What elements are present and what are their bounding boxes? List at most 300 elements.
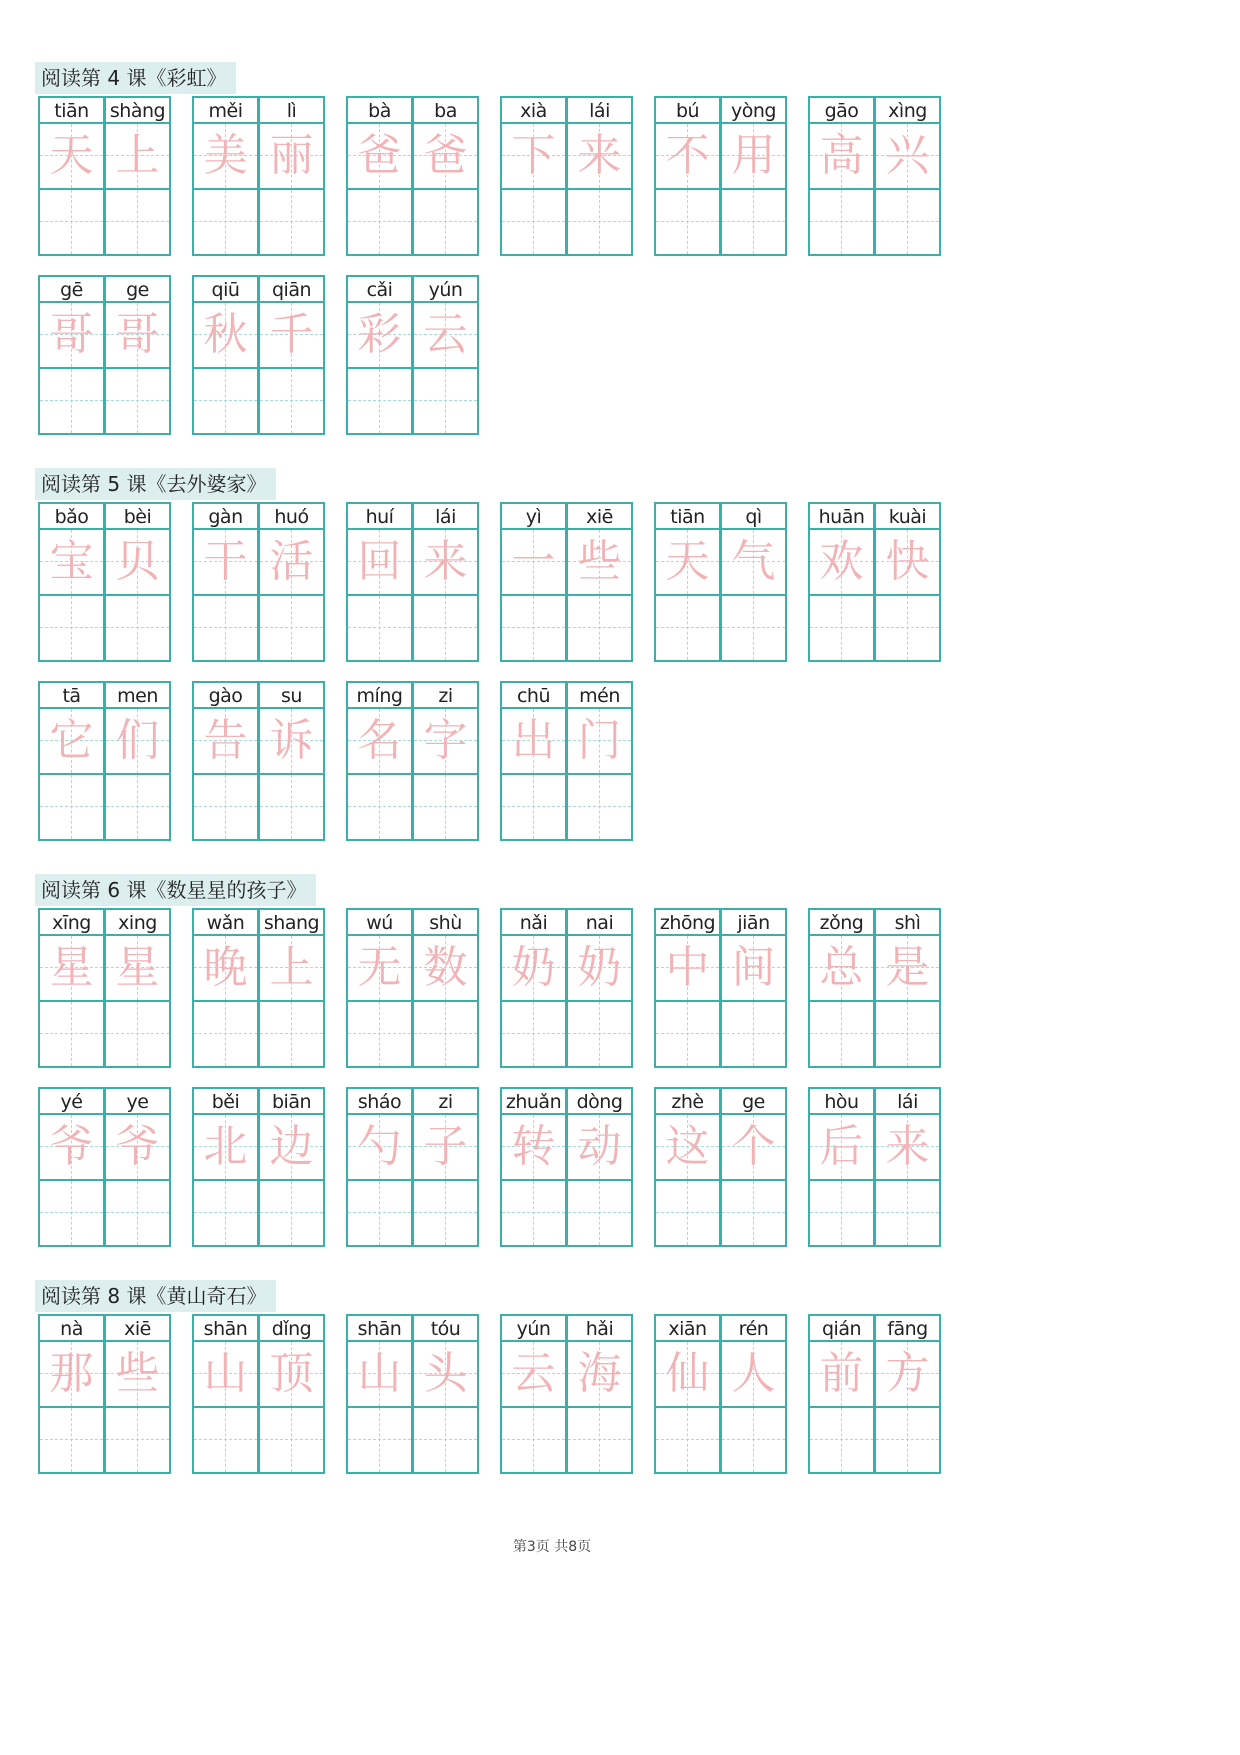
practice-grid-box[interactable]	[412, 1000, 479, 1068]
word-card	[346, 1314, 480, 1476]
grid-guide-vertical	[599, 596, 600, 660]
grid-guide-vertical	[137, 1181, 138, 1245]
grid-guide-vertical	[533, 1181, 534, 1245]
practice-grid-box[interactable]	[258, 1406, 325, 1474]
tracing-grid-box	[500, 122, 567, 190]
grid-guide-horizontal	[656, 1033, 719, 1034]
grid-guide-horizontal	[568, 221, 631, 222]
grid-guide-vertical	[599, 1408, 600, 1472]
practice-grid-box[interactable]	[38, 1000, 105, 1068]
grid-guide-vertical	[379, 369, 380, 433]
tracing-grid-box	[104, 934, 171, 1002]
pinyin-box: hòu	[808, 1087, 875, 1115]
grid-guide-horizontal	[876, 221, 939, 222]
tracing-grid-box	[346, 1113, 413, 1181]
trace-character: 些	[577, 536, 622, 587]
grid-guide-horizontal	[502, 1439, 565, 1440]
word-card	[192, 275, 326, 437]
grid-guide-vertical	[225, 1002, 226, 1066]
practice-grid-box[interactable]	[808, 1000, 875, 1068]
grid-guide-horizontal	[260, 627, 323, 628]
grid-guide-vertical	[379, 596, 380, 660]
word-card	[654, 1087, 788, 1249]
practice-grid-box[interactable]	[720, 594, 787, 662]
grid-guide-vertical	[445, 596, 446, 660]
word-card	[192, 1087, 326, 1249]
pinyin-box: hǎi	[566, 1314, 633, 1342]
character-column	[346, 96, 413, 258]
practice-grid-box[interactable]	[500, 1406, 567, 1474]
tracing-grid-box	[192, 707, 259, 775]
character-column	[566, 908, 633, 1070]
trace-character: 气	[731, 536, 776, 587]
word-card	[38, 1314, 172, 1476]
practice-grid-box[interactable]	[412, 1179, 479, 1247]
pinyin-box: bú	[654, 96, 721, 124]
practice-grid-box[interactable]	[38, 1406, 105, 1474]
grid-guide-vertical	[291, 1181, 292, 1245]
tracing-grid-box	[500, 528, 567, 596]
trace-character: 方	[885, 1348, 930, 1399]
grid-guide-vertical	[841, 596, 842, 660]
grid-guide-vertical	[533, 596, 534, 660]
grid-guide-vertical	[907, 1181, 908, 1245]
pinyin-box: huó	[258, 502, 325, 530]
practice-grid-box[interactable]	[566, 773, 633, 841]
character-column	[874, 1087, 941, 1249]
pinyin-box: qiū	[192, 275, 259, 303]
grid-guide-vertical	[71, 1408, 72, 1472]
pinyin-box: xià	[500, 96, 567, 124]
pinyin-box: ge	[720, 1087, 787, 1115]
practice-grid-box[interactable]	[258, 1000, 325, 1068]
grid-guide-vertical	[753, 596, 754, 660]
tracing-grid-box	[346, 122, 413, 190]
character-column	[808, 502, 875, 664]
pinyin-box: ge	[104, 275, 171, 303]
grid-guide-horizontal	[40, 1212, 103, 1213]
practice-grid-box[interactable]	[412, 188, 479, 256]
practice-grid-box[interactable]	[38, 367, 105, 435]
practice-grid-box[interactable]	[874, 594, 941, 662]
tracing-grid-box	[38, 707, 105, 775]
grid-guide-horizontal	[568, 1439, 631, 1440]
practice-grid-box[interactable]	[104, 367, 171, 435]
character-column	[720, 908, 787, 1070]
tracing-grid-box	[500, 707, 567, 775]
practice-grid-box[interactable]	[346, 773, 413, 841]
tracing-grid-box	[412, 707, 479, 775]
grid-guide-horizontal	[260, 1212, 323, 1213]
grid-guide-horizontal	[722, 627, 785, 628]
grid-guide-horizontal	[502, 806, 565, 807]
pinyin-box: wú	[346, 908, 413, 936]
tracing-grid-box	[808, 1340, 875, 1408]
tracing-grid-box	[566, 528, 633, 596]
tracing-grid-box	[412, 1113, 479, 1181]
character-column	[500, 681, 567, 843]
practice-grid-box[interactable]	[720, 1000, 787, 1068]
grid-guide-horizontal	[348, 1033, 411, 1034]
grid-guide-vertical	[225, 1408, 226, 1472]
grid-guide-vertical	[753, 1002, 754, 1066]
trace-character: 顶	[269, 1348, 314, 1399]
grid-guide-horizontal	[260, 806, 323, 807]
practice-grid-box[interactable]	[808, 594, 875, 662]
grid-guide-horizontal	[106, 400, 169, 401]
word-row	[38, 275, 942, 437]
tracing-grid-box	[258, 122, 325, 190]
grid-guide-vertical	[137, 1408, 138, 1472]
practice-grid-box[interactable]	[654, 594, 721, 662]
character-column	[500, 96, 567, 258]
practice-grid-box[interactable]	[654, 1000, 721, 1068]
character-column	[808, 908, 875, 1070]
trace-character: 子	[423, 1121, 468, 1172]
practice-grid-box[interactable]	[38, 188, 105, 256]
grid-guide-vertical	[291, 1002, 292, 1066]
trace-character: 个	[731, 1121, 776, 1172]
practice-grid-box[interactable]	[720, 1179, 787, 1247]
tracing-grid-box	[192, 934, 259, 1002]
pinyin-box: wǎn	[192, 908, 259, 936]
tracing-grid-box	[258, 528, 325, 596]
trace-character: 下	[511, 130, 556, 181]
practice-grid-box[interactable]	[346, 188, 413, 256]
trace-character: 来	[423, 536, 468, 587]
practice-grid-box[interactable]	[258, 773, 325, 841]
trace-character: 欢	[819, 536, 864, 587]
grid-guide-vertical	[379, 1181, 380, 1245]
grid-guide-vertical	[225, 369, 226, 433]
character-column	[346, 1314, 413, 1476]
word-card	[500, 96, 634, 258]
practice-grid-box[interactable]	[412, 367, 479, 435]
grid-guide-vertical	[71, 775, 72, 839]
pinyin-box: nǎi	[500, 908, 567, 936]
trace-character: 来	[885, 1121, 930, 1172]
tracing-grid-box	[192, 1340, 259, 1408]
practice-grid-box[interactable]	[346, 1000, 413, 1068]
grid-guide-vertical	[533, 1408, 534, 1472]
trace-character: 仙	[665, 1348, 710, 1399]
practice-grid-box[interactable]	[258, 594, 325, 662]
grid-guide-horizontal	[810, 1212, 873, 1213]
grid-guide-horizontal	[502, 221, 565, 222]
tracing-grid-box	[38, 1340, 105, 1408]
practice-grid-box[interactable]	[874, 1000, 941, 1068]
trace-character: 爸	[357, 130, 402, 181]
pinyin-box: xīng	[38, 908, 105, 936]
trace-character: 回	[357, 536, 402, 587]
practice-grid-box[interactable]	[566, 1406, 633, 1474]
grid-guide-horizontal	[656, 1212, 719, 1213]
trace-character: 晚	[203, 942, 248, 993]
tracing-grid-box	[192, 301, 259, 369]
practice-grid-box[interactable]	[346, 367, 413, 435]
trace-character: 爸	[423, 130, 468, 181]
grid-guide-vertical	[533, 190, 534, 254]
tracing-grid-box	[104, 122, 171, 190]
practice-grid-box[interactable]	[500, 773, 567, 841]
practice-grid-box[interactable]	[346, 1406, 413, 1474]
pinyin-box: měi	[192, 96, 259, 124]
character-column	[38, 681, 105, 843]
grid-guide-horizontal	[810, 1033, 873, 1034]
tracing-grid-box	[654, 1340, 721, 1408]
tracing-grid-box	[346, 934, 413, 1002]
practice-grid-box[interactable]	[566, 594, 633, 662]
grid-guide-vertical	[445, 190, 446, 254]
practice-grid-box[interactable]	[654, 188, 721, 256]
tracing-grid-box	[808, 528, 875, 596]
grid-guide-horizontal	[260, 400, 323, 401]
practice-grid-box[interactable]	[808, 188, 875, 256]
word-card	[192, 681, 326, 843]
pinyin-box: míng	[346, 681, 413, 709]
practice-grid-box[interactable]	[412, 594, 479, 662]
practice-grid-box[interactable]	[38, 1179, 105, 1247]
word-row	[38, 502, 942, 664]
word-card	[808, 96, 942, 258]
practice-grid-box[interactable]	[500, 594, 567, 662]
tracing-grid-box	[258, 301, 325, 369]
grid-guide-vertical	[533, 1002, 534, 1066]
trace-character: 奶	[577, 942, 622, 993]
practice-grid-box[interactable]	[258, 1179, 325, 1247]
grid-guide-horizontal	[810, 1439, 873, 1440]
grid-guide-horizontal	[722, 1439, 785, 1440]
character-column	[566, 1087, 633, 1249]
grid-guide-vertical	[841, 1408, 842, 1472]
grid-guide-horizontal	[656, 221, 719, 222]
character-column	[566, 96, 633, 258]
tracing-grid-box	[104, 1113, 171, 1181]
grid-guide-horizontal	[876, 1033, 939, 1034]
character-column	[412, 275, 479, 437]
pinyin-box: tóu	[412, 1314, 479, 1342]
tracing-grid-box	[192, 528, 259, 596]
pinyin-box: tiān	[38, 96, 105, 124]
grid-guide-vertical	[71, 596, 72, 660]
tracing-grid-box	[874, 122, 941, 190]
tracing-grid-box	[720, 528, 787, 596]
trace-character: 是	[885, 942, 930, 993]
pinyin-box: xing	[104, 908, 171, 936]
grid-guide-horizontal	[40, 400, 103, 401]
grid-guide-horizontal	[348, 1212, 411, 1213]
grid-guide-horizontal	[876, 1212, 939, 1213]
trace-character: 宝	[49, 536, 94, 587]
word-card	[654, 1314, 788, 1476]
practice-grid-box[interactable]	[104, 1000, 171, 1068]
character-column	[654, 96, 721, 258]
word-card	[38, 502, 172, 664]
grid-guide-horizontal	[414, 1212, 477, 1213]
practice-grid-box[interactable]	[104, 594, 171, 662]
trace-character: 天	[665, 536, 710, 587]
pinyin-box: xiē	[104, 1314, 171, 1342]
practice-grid-box[interactable]	[566, 1179, 633, 1247]
grid-guide-horizontal	[194, 400, 257, 401]
practice-grid-box[interactable]	[654, 1179, 721, 1247]
practice-grid-box[interactable]	[192, 367, 259, 435]
word-card	[346, 275, 480, 437]
word-row	[38, 1314, 942, 1476]
word-row	[38, 908, 942, 1070]
character-column	[654, 1314, 721, 1476]
practice-grid-box[interactable]	[258, 367, 325, 435]
pinyin-box: gē	[38, 275, 105, 303]
word-card	[808, 1314, 942, 1476]
trace-character: 动	[577, 1121, 622, 1172]
pinyin-box: lì	[258, 96, 325, 124]
grid-guide-horizontal	[348, 1439, 411, 1440]
practice-grid-box[interactable]	[720, 188, 787, 256]
practice-grid-box[interactable]	[192, 594, 259, 662]
trace-character: 后	[819, 1121, 864, 1172]
practice-grid-box[interactable]	[412, 773, 479, 841]
grid-guide-horizontal	[40, 221, 103, 222]
trace-character: 海	[577, 1348, 622, 1399]
tracing-grid-box	[566, 1340, 633, 1408]
practice-grid-box[interactable]	[874, 1179, 941, 1247]
character-column	[38, 96, 105, 258]
character-column	[874, 1314, 941, 1476]
practice-grid-box[interactable]	[808, 1179, 875, 1247]
trace-character: 北	[203, 1121, 248, 1172]
grid-guide-vertical	[137, 596, 138, 660]
tracing-grid-box	[346, 1340, 413, 1408]
grid-guide-horizontal	[260, 1033, 323, 1034]
tracing-grid-box	[720, 1113, 787, 1181]
tracing-grid-box	[38, 301, 105, 369]
pinyin-box: dǐng	[258, 1314, 325, 1342]
word-card	[192, 96, 326, 258]
character-column	[654, 908, 721, 1070]
grid-guide-horizontal	[568, 1212, 631, 1213]
grid-guide-vertical	[687, 190, 688, 254]
pinyin-box: nai	[566, 908, 633, 936]
pinyin-box: bà	[346, 96, 413, 124]
grid-guide-vertical	[379, 1002, 380, 1066]
tracing-grid-box	[38, 528, 105, 596]
grid-guide-vertical	[599, 775, 600, 839]
character-column	[412, 96, 479, 258]
practice-grid-box[interactable]	[346, 1179, 413, 1247]
practice-grid-box[interactable]	[38, 773, 105, 841]
pinyin-box: yì	[500, 502, 567, 530]
character-column	[874, 96, 941, 258]
grid-guide-vertical	[225, 1181, 226, 1245]
practice-grid-box[interactable]	[192, 1179, 259, 1247]
trace-character: 哥	[115, 309, 160, 360]
word-card	[38, 1087, 172, 1249]
practice-grid-box[interactable]	[104, 1406, 171, 1474]
grid-guide-vertical	[599, 1002, 600, 1066]
tracing-grid-box	[874, 1113, 941, 1181]
grid-guide-horizontal	[656, 1439, 719, 1440]
practice-grid-box[interactable]	[346, 594, 413, 662]
practice-grid-box[interactable]	[500, 1179, 567, 1247]
practice-grid-box[interactable]	[104, 1179, 171, 1247]
word-card	[346, 1087, 480, 1249]
practice-grid-box[interactable]	[500, 1000, 567, 1068]
character-column	[500, 502, 567, 664]
trace-character: 星	[115, 942, 160, 993]
practice-grid-box[interactable]	[720, 1406, 787, 1474]
grid-guide-vertical	[445, 1002, 446, 1066]
pinyin-box: zi	[412, 681, 479, 709]
trace-character: 兴	[885, 130, 930, 181]
character-column	[192, 1314, 259, 1476]
grid-guide-horizontal	[876, 1439, 939, 1440]
practice-grid-box[interactable]	[38, 594, 105, 662]
character-column	[346, 275, 413, 437]
character-column	[258, 502, 325, 664]
practice-grid-box[interactable]	[192, 1406, 259, 1474]
pinyin-box: ba	[412, 96, 479, 124]
pinyin-box: zǒng	[808, 908, 875, 936]
grid-guide-horizontal	[876, 627, 939, 628]
pinyin-box: qiān	[258, 275, 325, 303]
grid-guide-horizontal	[502, 1212, 565, 1213]
tracing-grid-box	[104, 1340, 171, 1408]
practice-grid-box[interactable]	[654, 1406, 721, 1474]
grid-guide-vertical	[599, 1181, 600, 1245]
character-column	[720, 1314, 787, 1476]
practice-grid-box[interactable]	[192, 773, 259, 841]
practice-grid-box[interactable]	[192, 188, 259, 256]
practice-grid-box[interactable]	[258, 188, 325, 256]
word-card	[346, 908, 480, 1070]
pinyin-box: bèi	[104, 502, 171, 530]
pinyin-box: shān	[192, 1314, 259, 1342]
practice-grid-box[interactable]	[566, 1000, 633, 1068]
trace-character: 爷	[49, 1121, 94, 1172]
pinyin-box: nà	[38, 1314, 105, 1342]
grid-guide-horizontal	[40, 1439, 103, 1440]
trace-character: 爷	[115, 1121, 160, 1172]
grid-guide-horizontal	[260, 1439, 323, 1440]
practice-grid-box[interactable]	[104, 188, 171, 256]
practice-grid-box[interactable]	[874, 188, 941, 256]
practice-grid-box[interactable]	[412, 1406, 479, 1474]
pinyin-box: mén	[566, 681, 633, 709]
practice-grid-box[interactable]	[104, 773, 171, 841]
grid-guide-vertical	[841, 1181, 842, 1245]
trace-character: 上	[269, 942, 314, 993]
tracing-grid-box	[874, 1340, 941, 1408]
practice-grid-box[interactable]	[566, 188, 633, 256]
grid-guide-vertical	[137, 775, 138, 839]
character-column	[500, 1087, 567, 1249]
character-column	[258, 1087, 325, 1249]
pinyin-box: xiē	[566, 502, 633, 530]
practice-grid-box[interactable]	[874, 1406, 941, 1474]
trace-character: 彩	[357, 309, 402, 360]
practice-grid-box[interactable]	[192, 1000, 259, 1068]
character-column	[412, 1087, 479, 1249]
trace-character: 间	[731, 942, 776, 993]
grid-guide-horizontal	[414, 806, 477, 807]
practice-grid-box[interactable]	[808, 1406, 875, 1474]
trace-character: 总	[819, 942, 864, 993]
pinyin-box: gào	[192, 681, 259, 709]
grid-guide-vertical	[379, 190, 380, 254]
character-column	[874, 908, 941, 1070]
practice-grid-box[interactable]	[500, 188, 567, 256]
